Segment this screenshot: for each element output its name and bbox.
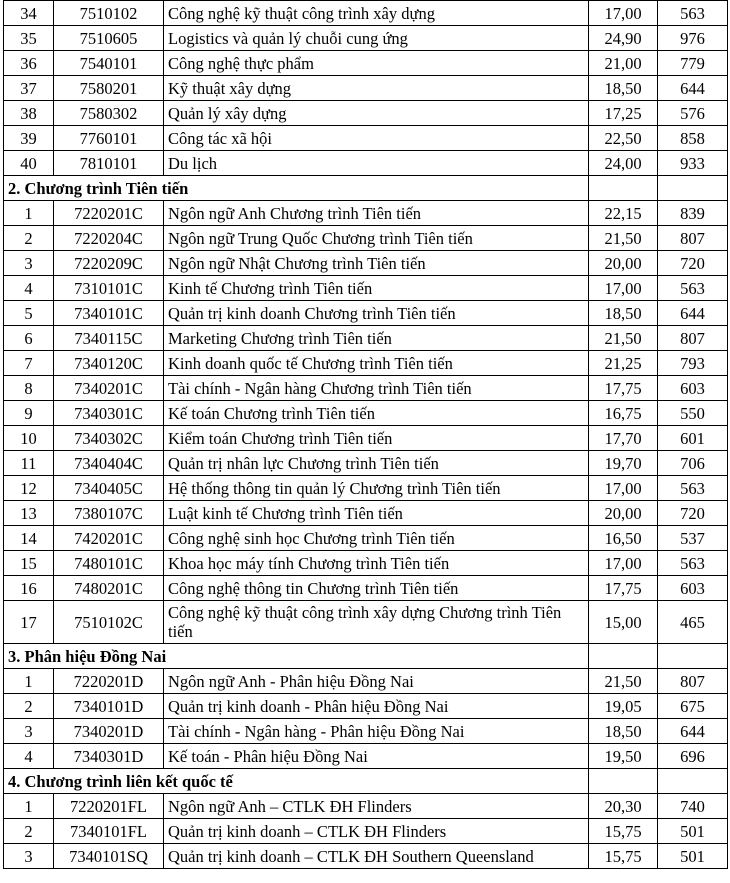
- major-code: 7220209C: [54, 251, 164, 276]
- section-points-empty: [658, 644, 728, 669]
- table-row: [4, 819, 728, 844]
- major-code: 7810101: [54, 151, 164, 176]
- row-index: 1: [4, 794, 54, 819]
- table-row: [4, 576, 728, 601]
- major-name: Kinh tế Chương trình Tiên tiến: [164, 276, 589, 301]
- table-row: [4, 794, 728, 819]
- table-row: [4, 844, 728, 869]
- major-name: Ngôn ngữ Nhật Chương trình Tiên tiến: [164, 251, 589, 276]
- major-code: 7340115C: [54, 326, 164, 351]
- cutoff-score: 15,00: [589, 601, 658, 644]
- cutoff-score: 15,75: [589, 844, 658, 869]
- table-row: [4, 326, 728, 351]
- major-code: 7340101SQ: [54, 844, 164, 869]
- table-row: [4, 451, 728, 476]
- section-score-empty: [589, 176, 658, 201]
- cutoff-score: 17,70: [589, 426, 658, 451]
- cutoff-score: 17,75: [589, 376, 658, 401]
- major-name: Công nghệ thực phẩm: [164, 51, 589, 76]
- equivalent-points: 793: [658, 351, 728, 376]
- row-index: 4: [4, 744, 54, 769]
- equivalent-points: 550: [658, 401, 728, 426]
- major-name: Logistics và quản lý chuỗi cung ứng: [164, 26, 589, 51]
- table-row: [4, 401, 728, 426]
- row-index: 3: [4, 844, 54, 869]
- row-index: 38: [4, 101, 54, 126]
- equivalent-points: 603: [658, 576, 728, 601]
- major-code: 7580201: [54, 76, 164, 101]
- cutoff-score: 19,50: [589, 744, 658, 769]
- major-code: 7340405C: [54, 476, 164, 501]
- major-code: 7480201C: [54, 576, 164, 601]
- equivalent-points: 807: [658, 226, 728, 251]
- major-code: 7340301D: [54, 744, 164, 769]
- major-code: 7480101C: [54, 551, 164, 576]
- table-row: [4, 226, 728, 251]
- equivalent-points: 563: [658, 551, 728, 576]
- table-row: [4, 1, 728, 26]
- major-code: 7760101: [54, 126, 164, 151]
- admission-scores-table: [3, 0, 728, 869]
- table-row: [4, 51, 728, 76]
- row-index: 35: [4, 26, 54, 51]
- cutoff-score: 17,00: [589, 551, 658, 576]
- cutoff-score: 20,00: [589, 501, 658, 526]
- cutoff-score: 17,00: [589, 276, 658, 301]
- major-name: Kế toán Chương trình Tiên tiến: [164, 401, 589, 426]
- row-index: 36: [4, 51, 54, 76]
- major-code: 7340201D: [54, 719, 164, 744]
- row-index: 12: [4, 476, 54, 501]
- row-index: 37: [4, 76, 54, 101]
- cutoff-score: 18,50: [589, 301, 658, 326]
- equivalent-points: 576: [658, 101, 728, 126]
- equivalent-points: 563: [658, 1, 728, 26]
- row-index: 14: [4, 526, 54, 551]
- cutoff-score: 19,70: [589, 451, 658, 476]
- major-name: Quản trị nhân lực Chương trình Tiên tiến: [164, 451, 589, 476]
- cutoff-score: 18,50: [589, 719, 658, 744]
- major-code: 7310101C: [54, 276, 164, 301]
- table-row: [4, 426, 728, 451]
- table-row: [4, 719, 728, 744]
- major-code: 7510102: [54, 1, 164, 26]
- row-index: 3: [4, 251, 54, 276]
- equivalent-points: 644: [658, 719, 728, 744]
- cutoff-score: 17,00: [589, 476, 658, 501]
- row-index: 17: [4, 601, 54, 644]
- cutoff-score: 21,25: [589, 351, 658, 376]
- major-name: Kinh doanh quốc tế Chương trình Tiên tiến: [164, 351, 589, 376]
- equivalent-points: 720: [658, 501, 728, 526]
- cutoff-score: 15,75: [589, 819, 658, 844]
- section-title: 2. Chương trình Tiên tiến: [4, 176, 589, 201]
- equivalent-points: 563: [658, 276, 728, 301]
- major-name: Hệ thống thông tin quản lý Chương trình Tiên tiến: [164, 476, 589, 501]
- major-code: 7510605: [54, 26, 164, 51]
- major-code: 7220201D: [54, 669, 164, 694]
- major-name: Kỹ thuật xây dựng: [164, 76, 589, 101]
- table-row: [4, 476, 728, 501]
- major-name: Ngôn ngữ Trung Quốc Chương trình Tiên tiến: [164, 226, 589, 251]
- section-header-row: [4, 769, 728, 794]
- major-name: Công nghệ kỹ thuật công trình xây dựng Chương trình Tiên tiến: [164, 601, 589, 644]
- row-index: 5: [4, 301, 54, 326]
- cutoff-score: 20,00: [589, 251, 658, 276]
- row-index: 2: [4, 694, 54, 719]
- major-name: Công nghệ sinh học Chương trình Tiên tiến: [164, 526, 589, 551]
- row-index: 8: [4, 376, 54, 401]
- equivalent-points: 720: [658, 251, 728, 276]
- table-row: [4, 201, 728, 226]
- major-code: 7420201C: [54, 526, 164, 551]
- major-name: Ngôn ngữ Anh Chương trình Tiên tiến: [164, 201, 589, 226]
- section-score-empty: [589, 769, 658, 794]
- cutoff-score: 18,50: [589, 76, 658, 101]
- major-name: Khoa học máy tính Chương trình Tiên tiến: [164, 551, 589, 576]
- equivalent-points: 933: [658, 151, 728, 176]
- section-points-empty: [658, 769, 728, 794]
- equivalent-points: 675: [658, 694, 728, 719]
- equivalent-points: 858: [658, 126, 728, 151]
- major-name: Ngôn ngữ Anh – CTLK ĐH Flinders: [164, 794, 589, 819]
- table-row: [4, 551, 728, 576]
- major-name: Kế toán - Phân hiệu Đồng Nai: [164, 744, 589, 769]
- table-row: [4, 126, 728, 151]
- table-row: [4, 151, 728, 176]
- major-code: 7510102C: [54, 601, 164, 644]
- major-name: Quản trị kinh doanh – CTLK ĐH Flinders: [164, 819, 589, 844]
- equivalent-points: 501: [658, 844, 728, 869]
- row-index: 40: [4, 151, 54, 176]
- cutoff-score: 22,50: [589, 126, 658, 151]
- major-code: 7340101FL: [54, 819, 164, 844]
- table-row: [4, 601, 728, 644]
- major-code: 7340302C: [54, 426, 164, 451]
- row-index: 1: [4, 201, 54, 226]
- table-row: [4, 694, 728, 719]
- major-name: Ngôn ngữ Anh - Phân hiệu Đồng Nai: [164, 669, 589, 694]
- major-code: 7340101D: [54, 694, 164, 719]
- equivalent-points: 501: [658, 819, 728, 844]
- row-index: 6: [4, 326, 54, 351]
- section-score-empty: [589, 644, 658, 669]
- equivalent-points: 807: [658, 326, 728, 351]
- major-code: 7220201FL: [54, 794, 164, 819]
- table-row: [4, 76, 728, 101]
- row-index: 15: [4, 551, 54, 576]
- table-row: [4, 351, 728, 376]
- equivalent-points: 839: [658, 201, 728, 226]
- major-code: 7220201C: [54, 201, 164, 226]
- major-name: Tài chính - Ngân hàng - Phân hiệu Đồng Nai: [164, 719, 589, 744]
- table-row: [4, 26, 728, 51]
- major-code: 7340101C: [54, 301, 164, 326]
- major-code: 7220204C: [54, 226, 164, 251]
- cutoff-score: 21,50: [589, 226, 658, 251]
- major-code: 7340404C: [54, 451, 164, 476]
- row-index: 1: [4, 669, 54, 694]
- equivalent-points: 465: [658, 601, 728, 644]
- section-title: 4. Chương trình liên kết quốc tế: [4, 769, 589, 794]
- equivalent-points: 696: [658, 744, 728, 769]
- cutoff-score: 24,90: [589, 26, 658, 51]
- table-row: [4, 301, 728, 326]
- table-body: [4, 1, 728, 869]
- row-index: 39: [4, 126, 54, 151]
- major-name: Kiểm toán Chương trình Tiên tiến: [164, 426, 589, 451]
- equivalent-points: 603: [658, 376, 728, 401]
- major-code: 7380107C: [54, 501, 164, 526]
- equivalent-points: 976: [658, 26, 728, 51]
- cutoff-score: 21,00: [589, 51, 658, 76]
- major-code: 7340201C: [54, 376, 164, 401]
- equivalent-points: 807: [658, 669, 728, 694]
- section-points-empty: [658, 176, 728, 201]
- cutoff-score: 24,00: [589, 151, 658, 176]
- row-index: 9: [4, 401, 54, 426]
- major-name: Luật kinh tế Chương trình Tiên tiến: [164, 501, 589, 526]
- major-name: Công nghệ thông tin Chương trình Tiên tiến: [164, 576, 589, 601]
- cutoff-score: 16,50: [589, 526, 658, 551]
- cutoff-score: 20,30: [589, 794, 658, 819]
- row-index: 10: [4, 426, 54, 451]
- major-code: 7340301C: [54, 401, 164, 426]
- equivalent-points: 706: [658, 451, 728, 476]
- row-index: 11: [4, 451, 54, 476]
- cutoff-score: 22,15: [589, 201, 658, 226]
- row-index: 4: [4, 276, 54, 301]
- major-name: Quản trị kinh doanh Chương trình Tiên tiến: [164, 301, 589, 326]
- row-index: 13: [4, 501, 54, 526]
- table-row: [4, 101, 728, 126]
- equivalent-points: 644: [658, 301, 728, 326]
- table-row: [4, 251, 728, 276]
- row-index: 16: [4, 576, 54, 601]
- row-index: 2: [4, 819, 54, 844]
- major-name: Quản trị kinh doanh – CTLK ĐH Southern Queensland: [164, 844, 589, 869]
- cutoff-score: 21,50: [589, 669, 658, 694]
- major-name: Quản trị kinh doanh - Phân hiệu Đồng Nai: [164, 694, 589, 719]
- cutoff-score: 17,25: [589, 101, 658, 126]
- row-index: 2: [4, 226, 54, 251]
- cutoff-score: 16,75: [589, 401, 658, 426]
- cutoff-score: 19,05: [589, 694, 658, 719]
- equivalent-points: 740: [658, 794, 728, 819]
- equivalent-points: 563: [658, 476, 728, 501]
- table-row: [4, 276, 728, 301]
- section-title: 3. Phân hiệu Đồng Nai: [4, 644, 589, 669]
- major-code: 7580302: [54, 101, 164, 126]
- cutoff-score: 17,00: [589, 1, 658, 26]
- equivalent-points: 779: [658, 51, 728, 76]
- table-row: [4, 376, 728, 401]
- major-code: 7540101: [54, 51, 164, 76]
- row-index: 7: [4, 351, 54, 376]
- major-code: 7340120C: [54, 351, 164, 376]
- major-name: Công nghệ kỹ thuật công trình xây dựng: [164, 1, 589, 26]
- section-header-row: [4, 644, 728, 669]
- row-index: 3: [4, 719, 54, 744]
- cutoff-score: 17,75: [589, 576, 658, 601]
- table-row: [4, 501, 728, 526]
- section-header-row: [4, 176, 728, 201]
- major-name: Công tác xã hội: [164, 126, 589, 151]
- equivalent-points: 644: [658, 76, 728, 101]
- equivalent-points: 601: [658, 426, 728, 451]
- equivalent-points: 537: [658, 526, 728, 551]
- cutoff-score: 21,50: [589, 326, 658, 351]
- major-name: Du lịch: [164, 151, 589, 176]
- row-index: 34: [4, 1, 54, 26]
- major-name: Quản lý xây dựng: [164, 101, 589, 126]
- major-name: Tài chính - Ngân hàng Chương trình Tiên tiến: [164, 376, 589, 401]
- table-row: [4, 526, 728, 551]
- table-row: [4, 744, 728, 769]
- major-name: Marketing Chương trình Tiên tiến: [164, 326, 589, 351]
- table-row: [4, 669, 728, 694]
